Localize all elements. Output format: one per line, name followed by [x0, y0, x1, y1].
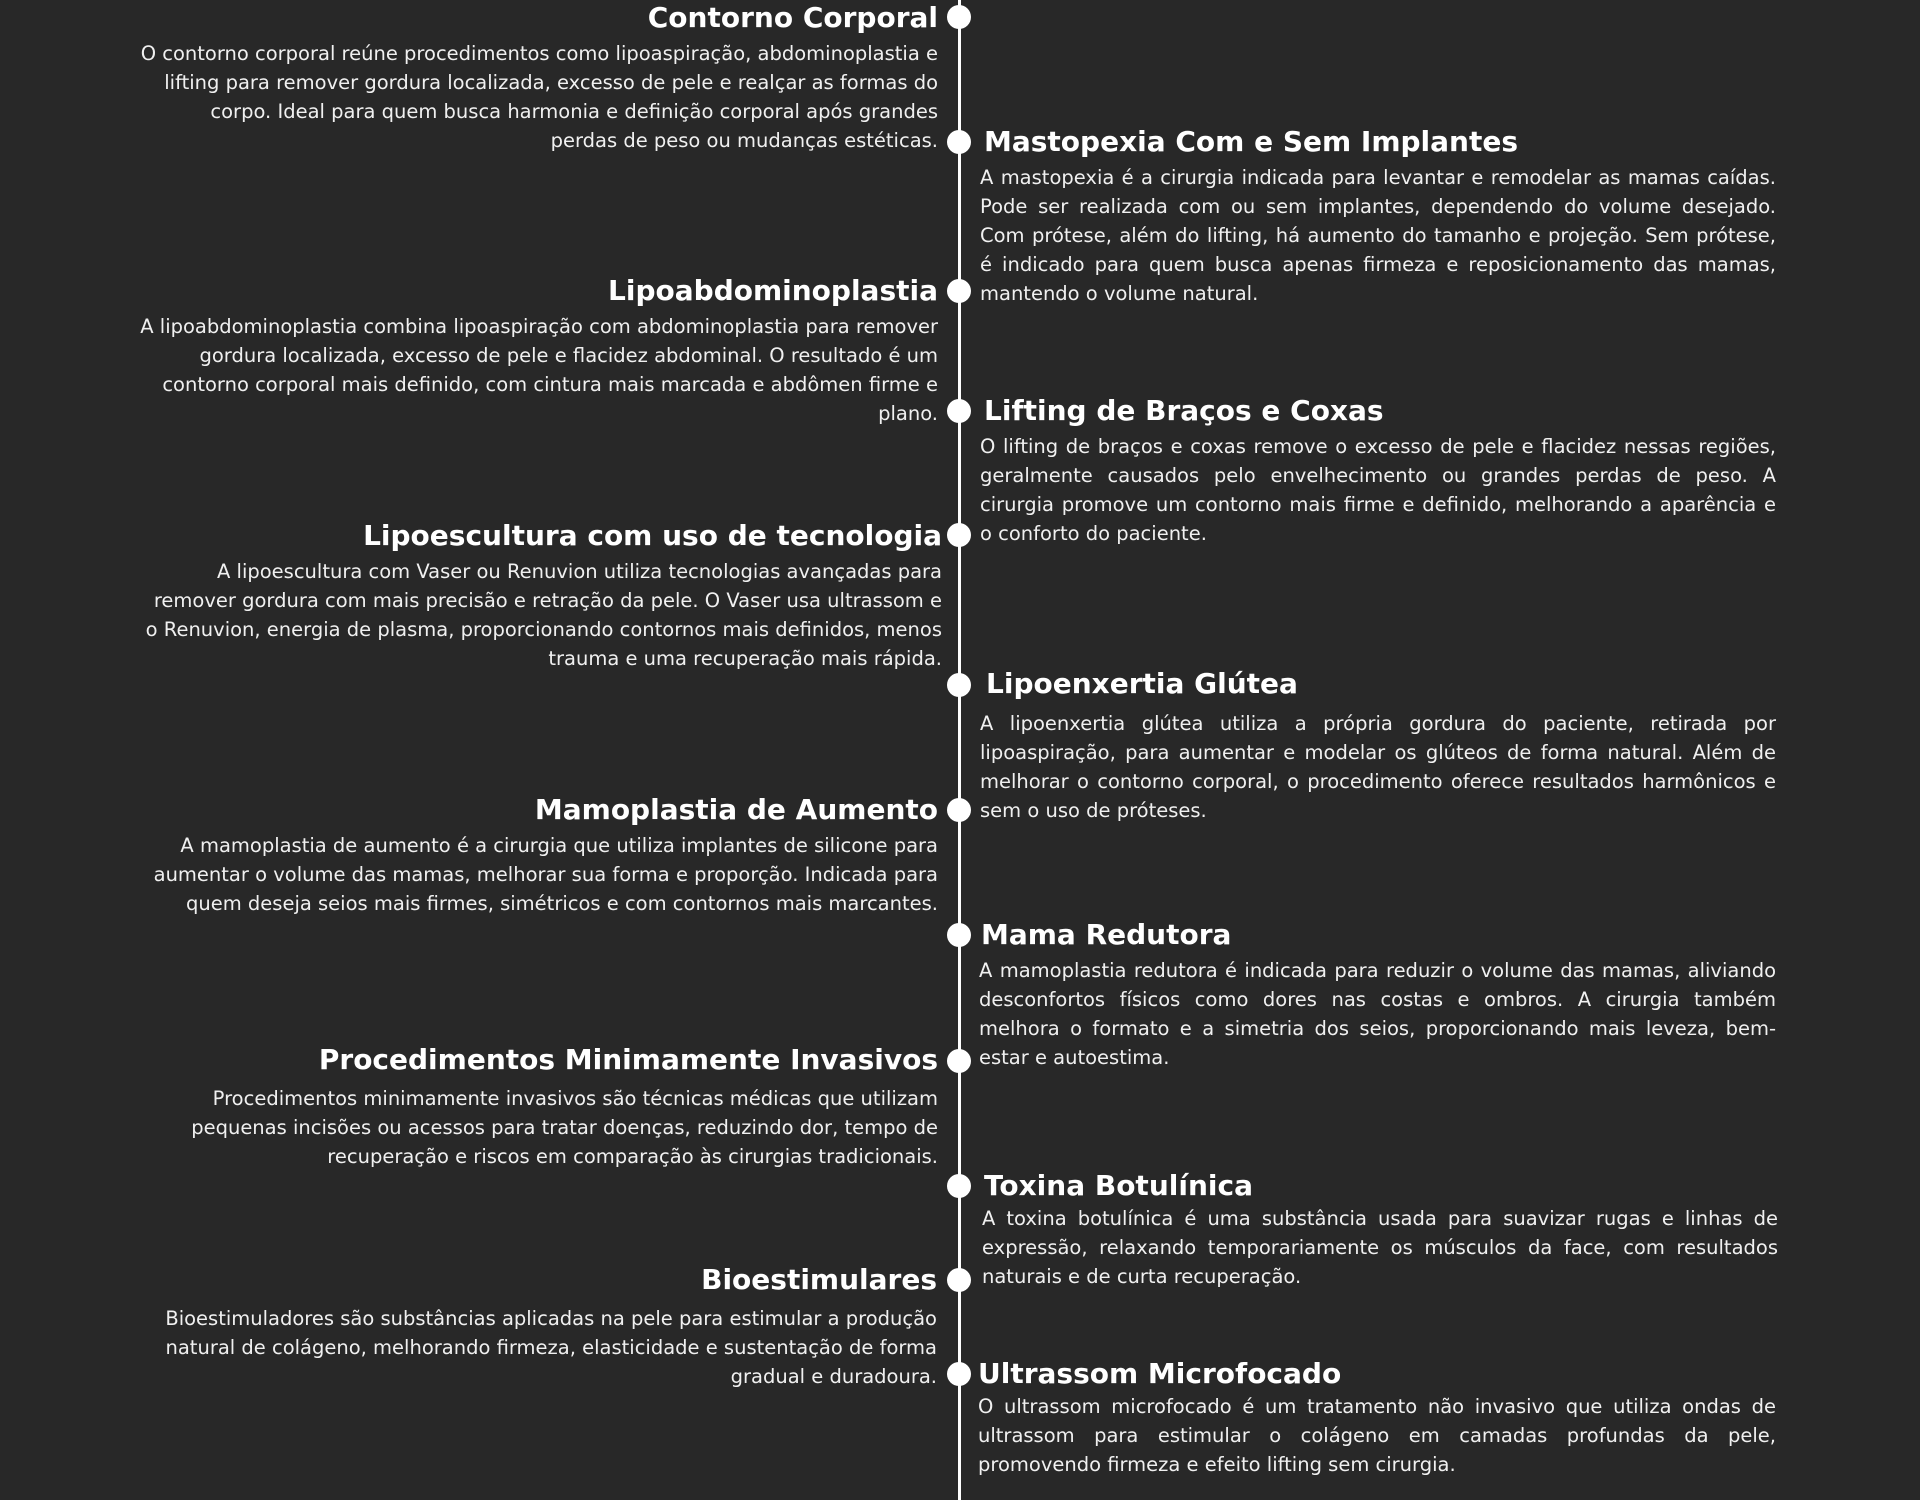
timeline-entry-mastopexia: [980, 124, 1776, 308]
entry-title: Lipoescultura com uso de tecnologia: [363, 519, 942, 552]
timeline-entry-ultrassom-microfocado: [978, 1356, 1776, 1479]
entry-description: A lipoabdominoplastia combina lipoaspiração com abdominoplastia para remover gordura localizada, excesso de pele e flacidez abdominal. O resultado é um contorno corporal mais definido, com cintura mais marcada e abdômen firme e plano.: [140, 315, 938, 425]
timeline-dot: [947, 923, 971, 947]
timeline-dot: [947, 1049, 971, 1073]
timeline-dot: [947, 1174, 971, 1198]
entry-description: O lifting de braços e coxas remove o excesso de pele e flacidez nessas regiões, geralmente causados pelo envelhecimento ou grandes perdas de peso. A cirurgia promove um contorno mais firme e definido, melhorando a aparência e o conforto do paciente.: [980, 435, 1776, 545]
timeline-dot: [947, 798, 971, 822]
timeline-entry-bioestimulares: [140, 1262, 937, 1391]
entry-title: Mama Redutora: [981, 918, 1232, 951]
timeline-dot: [947, 523, 971, 547]
entry-title: Mastopexia Com e Sem Implantes: [984, 125, 1519, 158]
timeline-dot: [947, 673, 971, 697]
entry-description: Bioestimuladores são substâncias aplicadas na pele para estimular a produção natural de colágeno, melhorando firmeza, elasticidade e sustentação de forma gradual e duradoura.: [165, 1307, 937, 1388]
entry-title: Lipoenxertia Glútea: [986, 667, 1298, 700]
entry-description: A toxina botulínica é uma substância usada para suavizar rugas e linhas de expressão, relaxando temporariamente os músculos da face, com resultados naturais e de curta recuperação.: [982, 1207, 1778, 1288]
timeline-dot: [947, 1268, 971, 1292]
timeline-entry-toxina-botulinica: [982, 1168, 1778, 1291]
entry-title: Lipoabdominoplastia: [608, 274, 938, 307]
entry-description: A mastopexia é a cirurgia indicada para levantar e remodelar as mamas caídas. Pode ser realizada com ou sem implantes, dependendo do volume desejado. Com prótese, além do lifting, há aumento do tamanho e projeção. Sem prótese, é indicado para quem busca apenas firmeza e reposicionamento das mamas, mantendo o volume natural.: [980, 166, 1776, 305]
entry-title: Toxina Botulínica: [984, 1169, 1253, 1202]
timeline-entry-lifting-bracos-coxas: [980, 393, 1776, 548]
entry-description: A mamoplastia de aumento é a cirurgia que utiliza implantes de silicone para aumentar o volume das mamas, melhorar sua forma e proporção. Indicada para quem deseja seios mais firmes, simétricos e com contornos mais marcantes.: [153, 834, 938, 915]
entry-description: O contorno corporal reúne procedimentos como lipoaspiração, abdominoplastia e lifting para remover gordura localizada, excesso de pele e realçar as formas do corpo. Ideal para quem busca harmonia e definição corporal após grandes perdas de peso ou mudanças estéticas.: [140, 42, 938, 152]
timeline-entry-lipoenxertia-glutea: [980, 666, 1776, 825]
timeline-dot: [947, 279, 971, 303]
timeline-entry-mamoplastia-aumento: [140, 792, 938, 918]
entry-title: Lifting de Braços e Coxas: [984, 394, 1384, 427]
entry-description: Procedimentos minimamente invasivos são técnicas médicas que utilizam pequenas incisões ou acessos para tratar doenças, reduzindo dor, tempo de recuperação e riscos em comparação às cirurgias tradicionais.: [191, 1087, 938, 1168]
timeline-entry-lipoabdominoplastia: [140, 273, 938, 428]
entry-description: O ultrassom microfocado é um tratamento não invasivo que utiliza ondas de ultrassom para estimular o colágeno em camadas profundas da pele, promovendo firmeza e efeito lifting sem cirurgia.: [978, 1395, 1776, 1476]
entry-title: Procedimentos Minimamente Invasivos: [318, 1043, 938, 1076]
entry-title: Mamoplastia de Aumento: [534, 793, 938, 826]
timeline-entry-minimamente-invasivos: [140, 1042, 938, 1171]
timeline-dot: [947, 130, 971, 154]
entry-title: Bioestimulares: [701, 1263, 937, 1296]
timeline-entry-contorno-corporal: [140, 0, 938, 155]
timeline-entry-lipoescultura: [140, 518, 942, 673]
entry-description: A lipoescultura com Vaser ou Renuvion utiliza tecnologias avançadas para remover gordura com mais precisão e retração da pele. O Vaser usa ultrassom e o Renuvion, energia de plasma, proporcionando contornos mais definidos, menos trauma e uma recuperação mais rápida.: [145, 560, 942, 670]
timeline-entry-mama-redutora: [979, 917, 1776, 1072]
entry-title: Contorno Corporal: [647, 1, 938, 34]
timeline-dot: [947, 1362, 971, 1386]
entry-title: Ultrassom Microfocado: [978, 1357, 1342, 1390]
entry-description: A mamoplastia redutora é indicada para reduzir o volume das mamas, aliviando desconfortos físicos como dores nas costas e ombros. A cirurgia também melhora o formato e a simetria dos seios, proporcionando mais leveza, bem-estar e autoestima.: [979, 959, 1776, 1069]
entry-description: A lipoenxertia glútea utiliza a própria gordura do paciente, retirada por lipoaspiração, para aumentar e modelar os glúteos de forma natural. Além de melhorar o contorno corporal, o procedimento oferece resultados harmônicos e sem o uso de próteses.: [980, 712, 1776, 822]
timeline-dot: [947, 5, 971, 29]
timeline-dot: [947, 399, 971, 423]
